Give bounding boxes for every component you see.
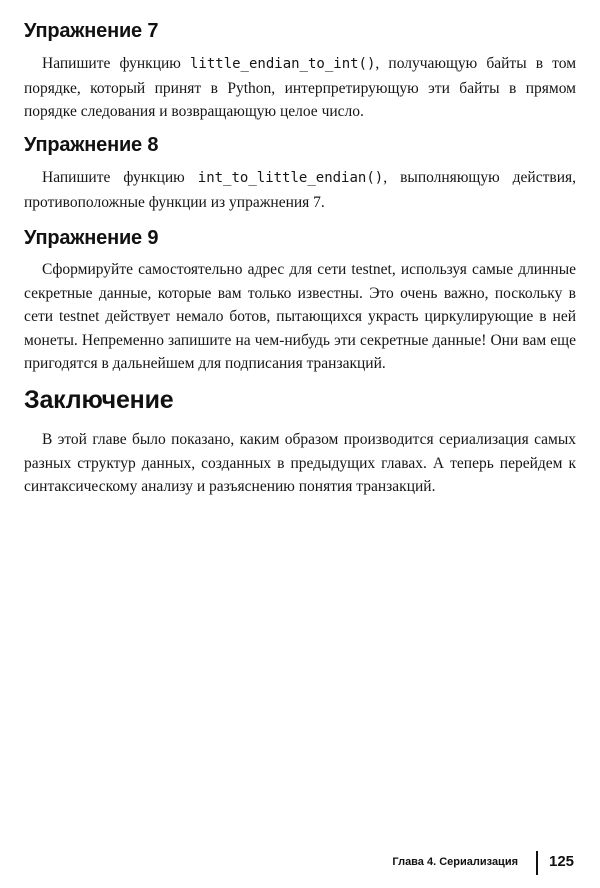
exercise-7-text <box>24 52 576 124</box>
exercise-8-text-after: , выполняющую действия, противоположные функции из упражнения 7. <box>24 169 576 211</box>
exercise-7-code: little_endian_to_int() <box>189 56 376 72</box>
footer-divider <box>536 851 538 875</box>
conclusion-heading: Заключение <box>24 386 174 414</box>
exercise-8-text-before: Напишите функцию <box>42 169 198 186</box>
exercise-9-text: Сформируйте самостоятельно адрес для сети testnet, используя самые длинные секретные данные, которые вам только известны. Это очень важно, поскольку в сети testnet действует немало ботов, пытающихся украсть циркулирующие в ней монеты. Непременно запишите на чем-нибудь эти секретные данные! Они вам еще пригодятся в дальнейшем для подписания транзакций. <box>24 261 576 372</box>
page-footer <box>0 851 600 875</box>
exercise-8-heading: Упражнение 8 <box>24 134 159 156</box>
exercise-8-code: int_to_little_endian() <box>197 170 384 186</box>
conclusion-text: В этой главе было показано, каким образом производится сериализация самых разных структур данных, созданных в предыдущих главах. А теперь перейдем к синтаксическому анализу и разъяснению понятия транзакций. <box>24 431 576 495</box>
exercise-7-text-before: Напишите функцию <box>42 55 190 72</box>
page-number: 125 <box>549 853 575 870</box>
exercise-7-text-after: , получающую байты в том порядке, который принят в Python, интерпретирующую эти байты в прямом порядке следования и возвращающую целое число. <box>24 55 577 120</box>
exercise-8-text <box>24 166 576 214</box>
exercise-9-heading: Упражнение 9 <box>24 227 159 249</box>
exercise-7-heading: Упражнение 7 <box>24 20 159 42</box>
footer-chapter-title: Глава 4. Сериализация <box>392 856 518 868</box>
